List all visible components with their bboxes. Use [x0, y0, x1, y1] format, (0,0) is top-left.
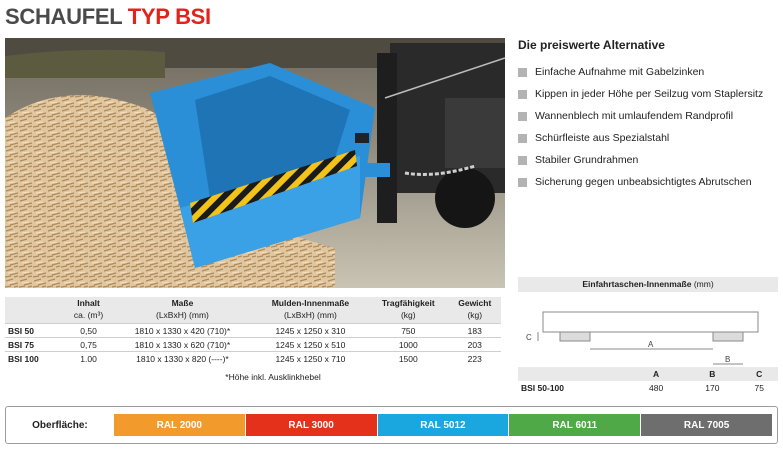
feature-text: Einfache Aufnahme mit Gabelzinken [535, 66, 705, 78]
volume-cell: 0,50 [65, 324, 112, 338]
spec-subheader [5, 309, 65, 324]
footnote: *Höhe inkl. Ausklinkhebel [225, 371, 321, 382]
volume-cell: 0,75 [65, 338, 112, 352]
dims-title-text: Einfahrtaschen-Innenmaße [582, 279, 692, 289]
weight-cell: 223 [449, 352, 501, 366]
label-b: B [725, 355, 731, 364]
dims-header: C [756, 369, 763, 379]
table-row [5, 338, 501, 352]
color-swatch-ral-3000[interactable] [246, 414, 377, 436]
spec-header: Tragfähigkeit [381, 298, 435, 308]
swatch-label: RAL 2000 [156, 419, 202, 431]
spec-table [5, 297, 501, 366]
table-row [5, 352, 501, 366]
square-bullet-icon [518, 68, 527, 77]
feature-item [518, 105, 778, 127]
surface-color-bar [5, 406, 778, 444]
dims-table [518, 367, 778, 395]
spec-subheader: (kg) [449, 309, 501, 324]
spec-header: Inhalt [77, 298, 100, 308]
pocket-diagram [518, 292, 778, 367]
spec-header: Mulden-Innenmaße [271, 298, 350, 308]
dimensions-cell: 1810 x 1330 x 420 (710)* [112, 324, 253, 338]
pocket-dimensions-section [518, 277, 778, 395]
features-heading: Die preiswerte Alternative [518, 38, 665, 52]
label-a: A [648, 340, 654, 349]
spec-table-section [5, 297, 501, 382]
features-list [518, 61, 778, 193]
dims-header: B [709, 369, 716, 379]
feature-item [518, 171, 778, 193]
feature-text: Stabiler Grundrahmen [535, 154, 639, 166]
inner-dimensions-cell: 1245 x 1250 x 310 [253, 324, 368, 338]
swatch-label: RAL 3000 [288, 419, 334, 431]
square-bullet-icon [518, 112, 527, 121]
spec-subheader: (LxBxH) (mm) [253, 309, 368, 324]
feature-item [518, 61, 778, 83]
feature-text: Schürfleiste aus Spezialstahl [535, 132, 670, 144]
dimensions-cell: 1810 x 1330 x 820 (----)* [112, 352, 253, 366]
dims-header: A [653, 369, 660, 379]
feature-text: Wannenblech mit umlaufendem Randprofil [535, 110, 734, 122]
inner-dimensions-cell: 1245 x 1250 x 510 [253, 338, 368, 352]
surface-label: Oberfläche: [32, 419, 88, 431]
capacity-cell: 1000 [368, 338, 449, 352]
color-swatch-ral-6011[interactable] [509, 414, 640, 436]
model-cell: BSI 50 [5, 324, 65, 338]
spec-header [5, 297, 65, 309]
feature-text: Sicherung gegen unbeabsichtigtes Abrutschen [535, 176, 752, 188]
spec-subheader: (kg) [368, 309, 449, 324]
dimensions-cell: 1810 x 1330 x 620 (710)* [112, 338, 253, 352]
spec-subheader: ca. (m³) [65, 309, 112, 324]
shovel-illustration [5, 38, 505, 288]
dim-c-cell: 75 [754, 383, 764, 393]
weight-cell: 183 [449, 324, 501, 338]
color-swatch-ral-5012[interactable] [378, 414, 509, 436]
feature-text: Kippen in jeder Höhe per Seilzug vom Staplersitz [535, 88, 764, 100]
dims-header [518, 367, 628, 381]
label-c: C [526, 333, 532, 342]
capacity-cell: 1500 [368, 352, 449, 366]
square-bullet-icon [518, 90, 527, 99]
model-cell: BSI 100 [5, 352, 65, 366]
inner-dimensions-cell: 1245 x 1250 x 710 [253, 352, 368, 366]
table-row [518, 381, 778, 395]
spec-subheader: (LxBxH) (mm) [112, 309, 253, 324]
volume-cell: 1.00 [65, 352, 112, 366]
dim-b-cell: 170 [705, 383, 720, 393]
features-panel [518, 38, 778, 193]
swatch-label: RAL 6011 [552, 419, 598, 431]
swatch-label: RAL 5012 [420, 419, 466, 431]
dims-unit: (mm) [693, 279, 714, 289]
dims-title [518, 277, 778, 292]
title-part-1: SCHAUFEL [5, 4, 122, 29]
square-bullet-icon [518, 178, 527, 187]
feature-item [518, 127, 778, 149]
swatch-label: RAL 7005 [683, 419, 730, 431]
model-cell: BSI 50-100 [521, 383, 564, 393]
spec-header: Maße [171, 298, 194, 308]
dim-a-cell: 480 [649, 383, 664, 393]
square-bullet-icon [518, 156, 527, 165]
feature-item [518, 149, 778, 171]
title-part-2: TYP BSI [127, 4, 211, 29]
color-swatch-ral-2000[interactable] [114, 414, 245, 436]
weight-cell: 203 [449, 338, 501, 352]
square-bullet-icon [518, 134, 527, 143]
table-row [5, 324, 501, 338]
spec-header: Gewicht [458, 298, 492, 308]
feature-item [518, 83, 778, 105]
capacity-cell: 750 [368, 324, 449, 338]
page-title [5, 4, 211, 30]
product-photo [5, 38, 505, 288]
color-swatch-ral-7005[interactable] [641, 414, 772, 436]
model-cell: BSI 75 [5, 338, 65, 352]
